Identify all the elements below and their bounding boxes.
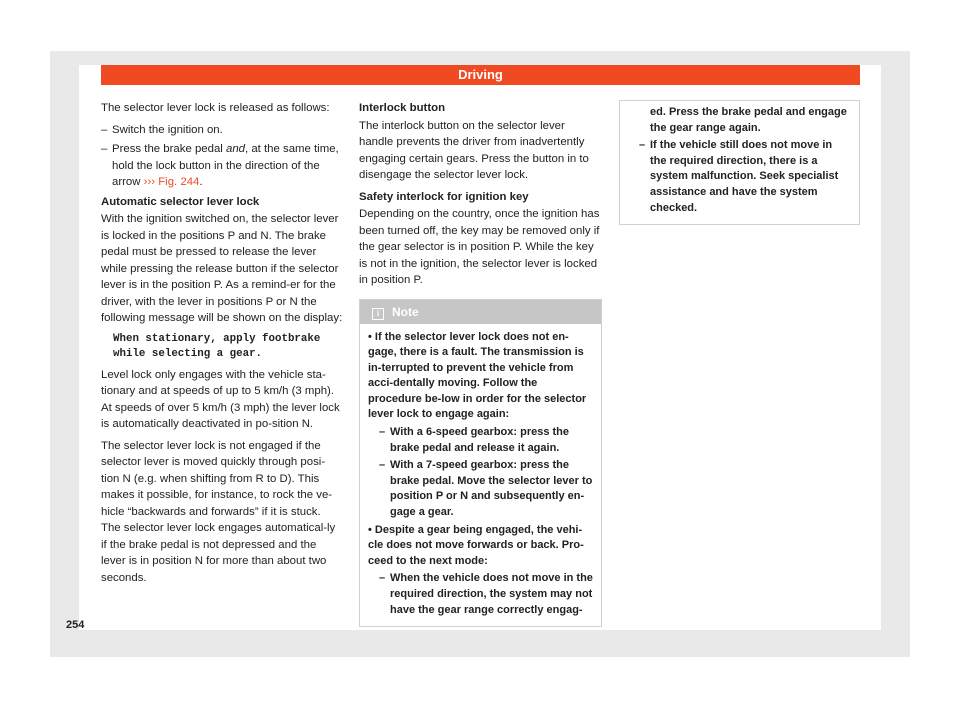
note-bullet-1: • If the selector lever lock does not en-gage, there is a fault. The transmission is in-terrupted to prevent the vehicle from acci-dentally moving. Follow the procedure be-low in order for the selector lever lock to engage again:	[368, 330, 587, 421]
section-header: Driving	[101, 65, 860, 85]
step-2	[101, 141, 343, 191]
note-bullet-1-text: If the selector lever lock does not en-gage, there is a fault. The transmission is in-terrupted to prevent the vehicle from acci-dentally moving. Follow the procedure be-low in order for the selector lever lock to engage again:	[368, 330, 587, 421]
column-3	[619, 100, 860, 225]
intro-text: The selector lever lock is released as follows:	[101, 102, 330, 114]
note-sub-1: – With a 6-speed gearbox: press the brake pedal and release it again.	[368, 425, 593, 456]
auto-lock-text: With the ignition switched on, the selector lever is locked in the positions P and N. The brake pedal must be pressed to release the lever while pressing the release button if the selector lever is in the position P. As a remind-er for the driver, with the lever in positions P or N the following message will be shown on the display:	[101, 213, 343, 324]
display-message: When stationary, apply footbrake while selecting a gear.	[113, 332, 321, 360]
note-sub-2: – With a 7-speed gearbox: press the brake pedal. Move the selector lever to position P or N and subsequently en-gage a gear.	[368, 458, 593, 520]
column-1	[101, 100, 343, 591]
safety-text: Depending on the country, once the ignition has been turned off, the key may be removed only if the gear selector is in position P. While the key is not in the ignition, the selector lever is locked in position P.	[359, 208, 600, 286]
step-2-rest: , at the same time, hold the lock button in the direction of the arrow	[112, 143, 339, 188]
note-header	[360, 300, 601, 324]
arrow-glyph: ›››	[143, 176, 156, 188]
note-title: Note	[392, 304, 419, 319]
page-number: 254	[66, 619, 85, 631]
info-icon: i	[372, 308, 384, 320]
safety-heading: Safety interlock for ignition key	[359, 190, 529, 203]
interlock-text: The interlock button on the selector lever handle prevents the driver from inadvertently engaging certain gears. Press the button in to disengage the selector lever lock.	[359, 119, 589, 181]
not-engaged-text: The selector lever lock is not engaged if the selector lever is moved quickly through posi-tion N (e.g. when shifting from R to D). This makes it possible, for instance, to rock the ve-hicle “backwards and forwards” if it is stuck. The selector lever lock engages automatical-ly if the brake pedal is not depressed and the lever is in position N for more than about two seconds.	[101, 439, 336, 584]
fig-244-link[interactable]: Fig. 244	[158, 176, 200, 188]
note-sub-3: – When the vehicle does not move in the required direction, the system may not have the gear range correctly engag-	[368, 571, 593, 618]
note-box	[359, 299, 602, 628]
step-2-emphasis: and	[225, 143, 245, 155]
step-2-text: Press the brake pedal	[112, 143, 223, 155]
interlock-heading: Interlock button	[359, 102, 446, 114]
level-lock-text: Level lock only engages with the vehicle sta-tionary and at speeds of up to 5 km/h (3 mph). At speeds of over 5 km/h (3 mph) the lever lock is automatically deactivated in po-sition N.	[101, 368, 340, 430]
note-body	[360, 324, 601, 627]
column-2	[359, 100, 602, 627]
note-bullet-2: • Despite a gear being engaged, the vehi-cle does not move forwards or back. Pro-ceed to the next mode:	[368, 523, 584, 567]
note-box-continued	[619, 100, 860, 225]
note-sub-4: – If the vehicle still does not move in the required direction, there is a system malfunction. Seek specialist assistance and have the system checked.	[628, 138, 851, 216]
note-body-continued	[620, 101, 859, 224]
note-continued-text: ed. Press the brake pedal and engage the gear range again.	[650, 106, 847, 134]
step-2-end: .	[199, 176, 203, 188]
auto-lock-heading: Automatic selector lever lock	[101, 195, 260, 208]
step-1: – Switch the ignition on.	[101, 122, 343, 139]
note-bullet-2-text: Despite a gear being engaged, the vehi-cle does not move forwards or back. Pro-ceed to the next mode:	[368, 523, 584, 567]
